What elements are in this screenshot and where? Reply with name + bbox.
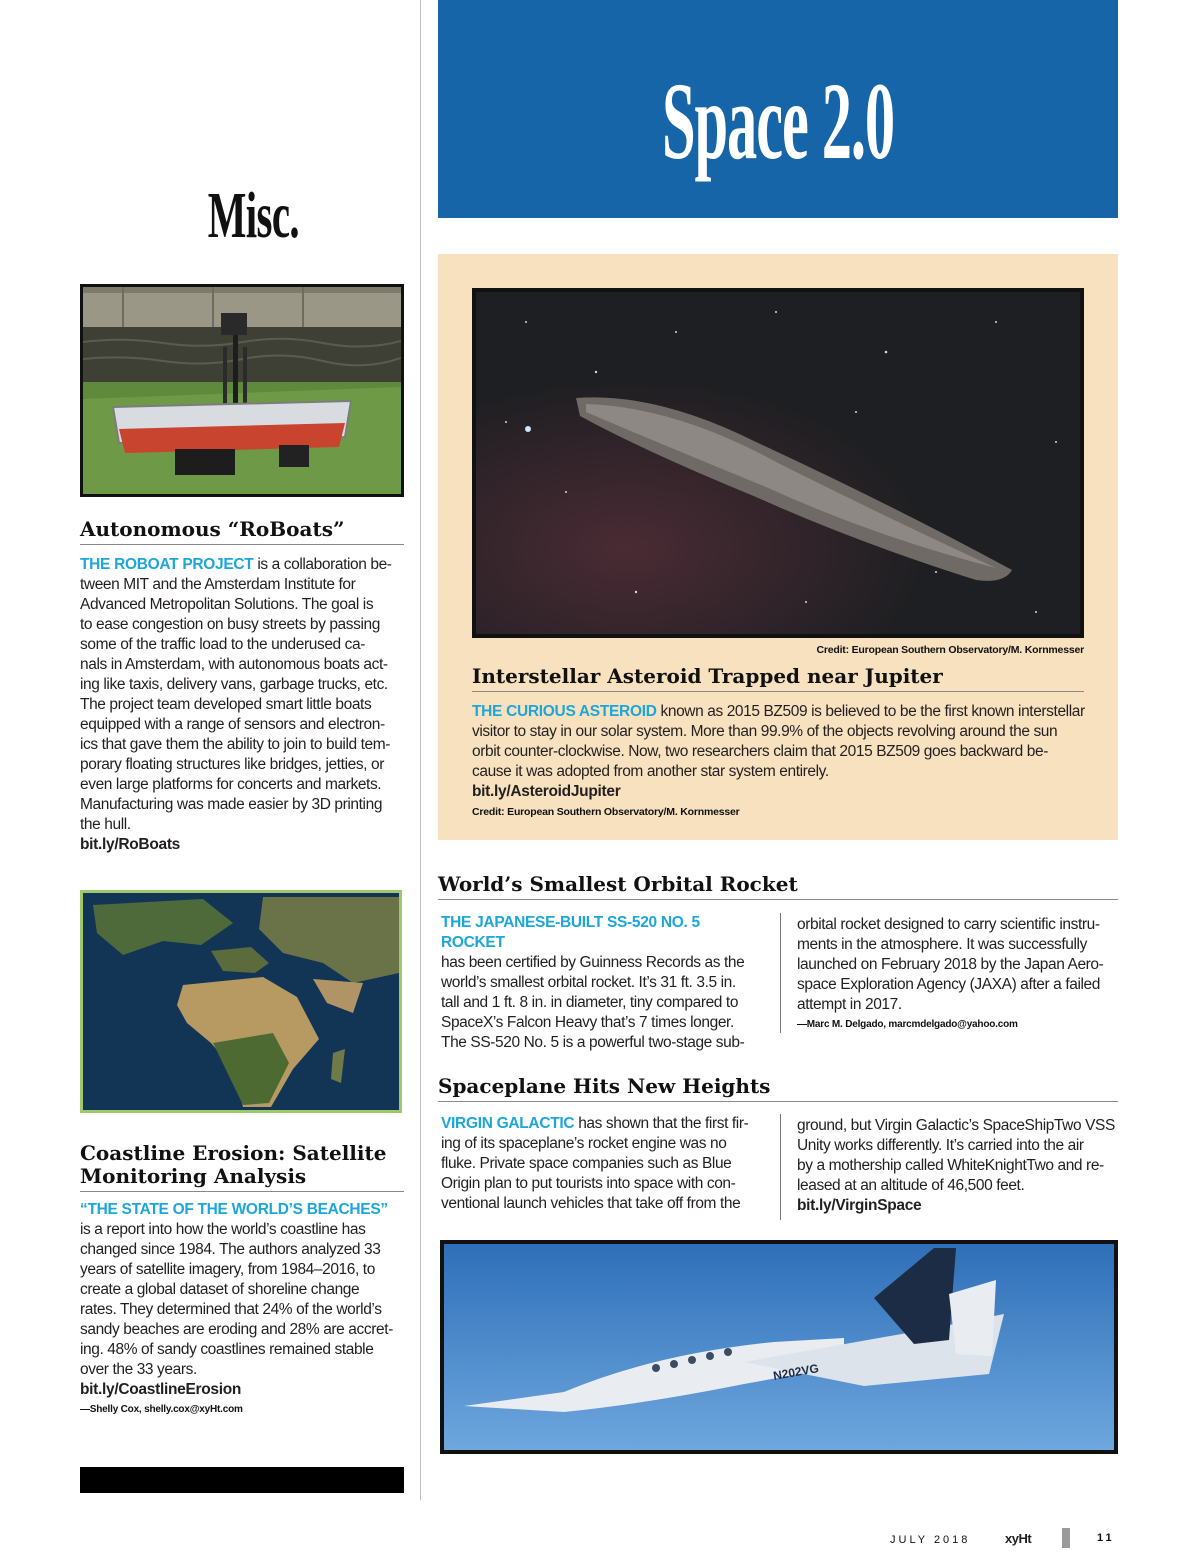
- asteroid-headline: Interstellar Asteroid Trapped near Jupiter: [472, 665, 1084, 692]
- coastline-headline-line-2: Monitoring Analysis: [80, 1164, 307, 1188]
- spaceplane-line: ing of its spaceplane’s rocket engine was no: [441, 1135, 727, 1152]
- rocket-line: attempt in 2017.: [797, 996, 902, 1013]
- roboats-lead: THE ROBOAT PROJECT: [80, 556, 254, 573]
- spaceplane-headline: Spaceplane Hits New Heights: [438, 1075, 1118, 1102]
- spaceplane-lead: VIRGIN GALACTIC: [441, 1115, 575, 1132]
- misc-section-title: Misc.: [207, 179, 300, 252]
- roboats-line: even large platforms for concerts and markets.: [80, 776, 382, 793]
- asteroid-line: visitor to stay in our solar system. More than 99.9% of the objects revolving around the sun: [472, 723, 1058, 740]
- satellite-map-illustration: [83, 893, 399, 1110]
- roboats-line: Advanced Metropolitan Solutions. The goal is: [80, 596, 374, 613]
- coastline-byline: —Shelly Cox, shelly.cox@xyHt.com: [80, 1404, 243, 1415]
- coastline-line: is a report into how the world’s coastline has: [80, 1221, 366, 1238]
- roboats-line: Manufacturing was made easier by 3D printing: [80, 796, 383, 813]
- roboats-line: equipped with a range of sensors and electron-: [80, 716, 385, 733]
- spaceplane-link[interactable]: bit.ly/VirginSpace: [797, 1197, 922, 1214]
- rocket-line: SpaceX’s Falcon Heavy that’s 7 times longer.: [441, 1014, 734, 1031]
- coastline-line: over the 33 years.: [80, 1361, 197, 1378]
- coastline-lead: “THE STATE OF THE WORLD’S BEACHES”: [80, 1201, 388, 1218]
- roboats-line: nals in Amsterdam, with autonomous boats act-: [80, 656, 388, 673]
- roboats-line: the hull.: [80, 816, 131, 833]
- roboat-photo: [80, 284, 404, 497]
- coastline-headline-line-1: Coastline Erosion: Satellite: [80, 1141, 387, 1165]
- rocket-line: world’s smallest orbital rocket. It’s 31 ft. 3.5 in.: [441, 974, 736, 991]
- spaceplane-column-rule: [780, 1114, 781, 1220]
- rocket-column-rule: [780, 913, 781, 1033]
- coastline-line: sandy beaches are eroding and 28% are accret-: [80, 1321, 393, 1338]
- asteroid-line: orbit counter-clockwise. Now, two researchers claim that 2015 BZ509 goes backward be-: [472, 743, 1048, 760]
- footer-brand: xyHt: [1005, 1531, 1032, 1546]
- rocket-line: space Exploration Agency (JAXA) after a failed: [797, 976, 1100, 993]
- asteroid-link[interactable]: bit.ly/AsteroidJupiter: [472, 783, 621, 800]
- asteroid-line-text: known as 2015 BZ509 is believed to be the first known interstellar: [656, 703, 1085, 720]
- space-section-title: [438, 58, 1118, 185]
- roboats-line: porary floating structures like bridges, jetties, or: [80, 756, 384, 773]
- spaceplane-line: ground, but Virgin Galactic’s SpaceShipTwo VSS: [797, 1117, 1115, 1134]
- spaceplane-line: ventional launch vehicles that take off from the: [441, 1195, 741, 1212]
- roboats-headline: Autonomous “RoBoats”: [80, 518, 404, 545]
- spaceplane-line: Unity works differently. It’s carried into the air: [797, 1137, 1084, 1154]
- rocket-line: launched on February 2018 by the Japan Aero-: [797, 956, 1104, 973]
- roboats-line-text: is a collaboration be-: [253, 556, 392, 573]
- asteroid-body: [472, 702, 1092, 822]
- asteroid-photo-credit: Credit: European Southern Observatory/M. Kornmesser: [816, 644, 1084, 656]
- rocket-line: ments in the atmosphere. It was successfully: [797, 936, 1087, 953]
- spaceplane-line: leased at an altitude of 46,500 feet.: [797, 1177, 1025, 1194]
- roboats-line: ing like taxis, delivery vans, garbage trucks, etc.: [80, 676, 388, 693]
- roboats-line-1: [80, 555, 404, 575]
- rocket-line: tall and 1 ft. 8 in. in diameter, tiny compared to: [441, 994, 739, 1011]
- rocket-lead: THE JAPANESE-BUILT SS-520 NO. 5 ROCKET: [441, 914, 700, 951]
- spaceplane-line-1: [441, 1114, 766, 1134]
- roboats-body: [80, 555, 404, 855]
- rocket-byline: —Marc M. Delgado, marcmdelgado@yahoo.com: [797, 1019, 1018, 1030]
- rocket-line: orbital rocket designed to carry scientific instru-: [797, 916, 1100, 933]
- coastline-headline: [80, 1142, 404, 1192]
- spaceplane-col-2: [797, 1116, 1119, 1216]
- coastline-line: changed since 1984. The authors analyzed 33: [80, 1241, 381, 1258]
- column-divider: [420, 0, 421, 1500]
- footer-marker: [1062, 1528, 1070, 1548]
- asteroid-line-1: [472, 702, 1092, 722]
- roboats-line: tween MIT and the Amsterdam Institute for: [80, 576, 356, 593]
- spaceplane-col-1: [441, 1114, 766, 1214]
- spaceplane-line: fluke. Private space companies such as Blue: [441, 1155, 732, 1172]
- rocket-line: has been certified by Guinness Records as the: [441, 954, 745, 971]
- coastline-line: years of satellite imagery, from 1984–2016, to: [80, 1261, 375, 1278]
- page-number: 11: [1097, 1532, 1115, 1544]
- rocket-col-2: [797, 915, 1119, 1035]
- space-title-text: Space 2.0: [661, 60, 895, 182]
- spaceplane-illustration: [444, 1244, 1114, 1450]
- roboats-line: ics that gave them the ability to join to build tem-: [80, 736, 391, 753]
- asteroid-illustration: [476, 292, 1080, 634]
- roboats-line: to ease congestion on busy streets by passing: [80, 616, 380, 633]
- spaceplane-line-text: has shown that the first fir-: [574, 1115, 749, 1132]
- roboats-line: some of the traffic load to the underused ca-: [80, 636, 366, 653]
- rocket-col-1: [441, 913, 766, 1053]
- spaceplane-photo: [440, 1240, 1118, 1454]
- rocket-line: The SS-520 No. 5 is a powerful two-stage sub-: [441, 1034, 745, 1051]
- tail-number-text: N202VG: [772, 1361, 820, 1383]
- rocket-headline: World’s Smallest Orbital Rocket: [438, 873, 1118, 900]
- coastline-body: [80, 1200, 404, 1420]
- asteroid-credit: Credit: European Southern Observatory/M. Kornmesser: [472, 806, 740, 818]
- asteroid-lead: THE CURIOUS ASTEROID: [472, 703, 657, 720]
- footer-date: JULY 2018: [890, 1534, 971, 1546]
- coastline-line: rates. They determined that 24% of the world’s: [80, 1301, 382, 1318]
- asteroid-line: cause it was adopted from another star system entirely.: [472, 763, 829, 780]
- spaceplane-line: Origin plan to put tourists into space with con-: [441, 1175, 736, 1192]
- spaceplane-line: by a mothership called WhiteKnightTwo and re-: [797, 1157, 1104, 1174]
- asteroid-photo: [472, 288, 1084, 638]
- coastline-link[interactable]: bit.ly/CoastlineErosion: [80, 1381, 242, 1398]
- roboats-link[interactable]: bit.ly/RoBoats: [80, 836, 181, 853]
- coastline-line: create a global dataset of shoreline change: [80, 1281, 360, 1298]
- world-map-photo: [80, 890, 402, 1113]
- roboat-illustration: [83, 287, 401, 494]
- roboats-line: The project team developed smart little boats: [80, 696, 372, 713]
- black-bar: [80, 1467, 404, 1493]
- coastline-line: ing. 48% of sandy coastlines remained stable: [80, 1341, 374, 1358]
